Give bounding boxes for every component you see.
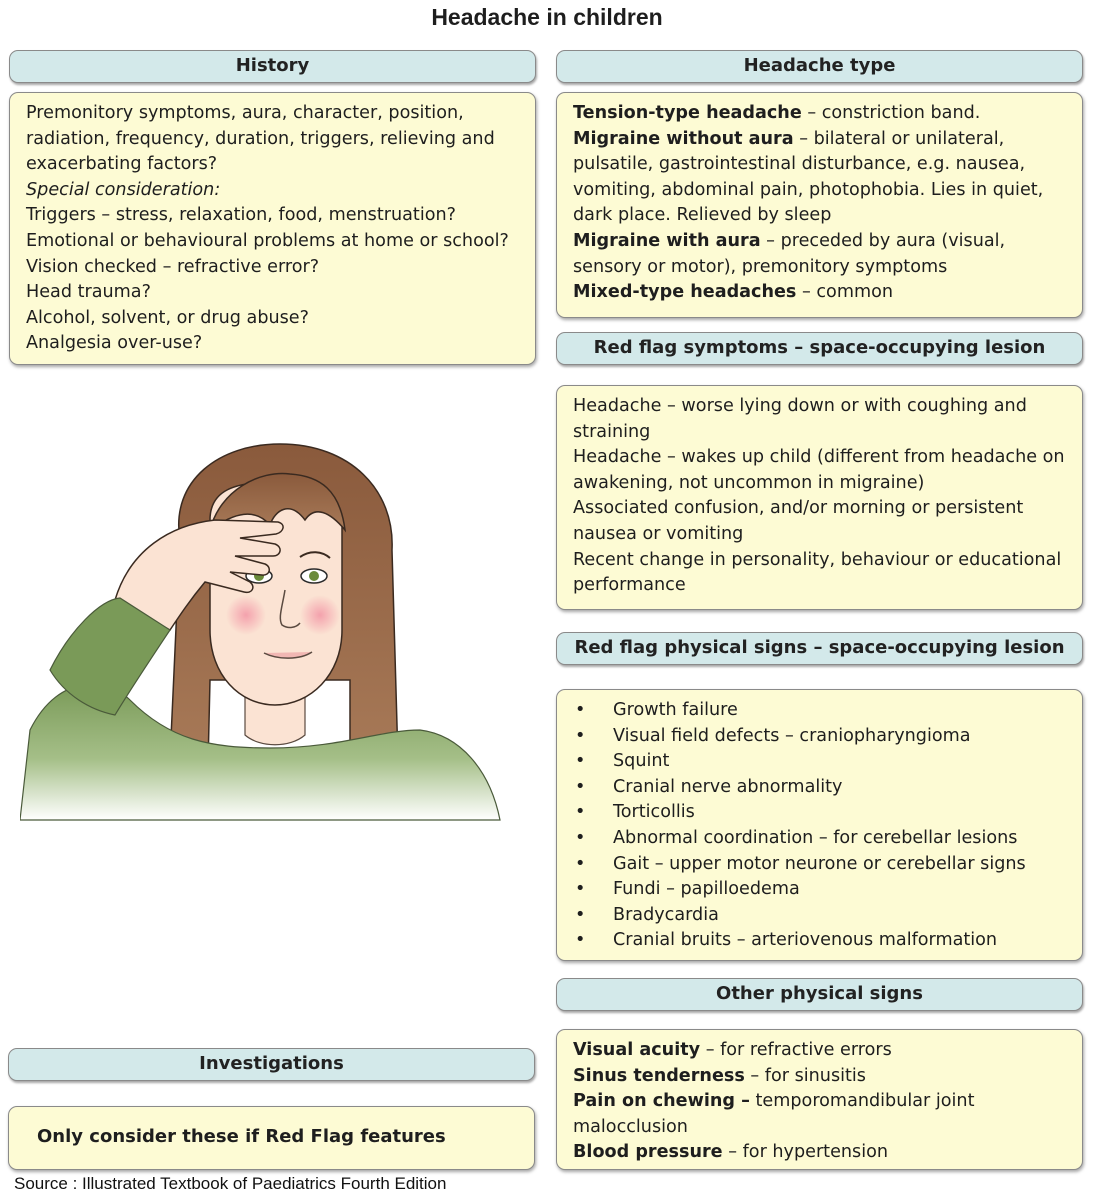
right-cheek	[300, 595, 340, 635]
history-item: Triggers – stress, relaxation, food, menstruation?	[26, 205, 456, 226]
red-flag-sign: • Fundi – papilloedema	[571, 877, 1068, 903]
bullet: •	[575, 802, 586, 823]
red-flag-signs-header: Red flag physical signs – space-occupying lesion	[556, 632, 1083, 665]
red-flag-symptom: Associated confusion, and/or morning or persistent nausea or vomiting	[573, 498, 1024, 544]
history-line: Premonitory symptoms, aura, character, position,	[26, 103, 464, 123]
investigations-text: Only consider these if Red Flag features	[37, 1126, 446, 1147]
source-caption: Source : Illustrated Textbook of Paediatrics Fourth Edition	[14, 1174, 447, 1193]
history-item: Alcohol, solvent, or drug abuse?	[26, 307, 309, 328]
bullet: •	[575, 930, 586, 951]
red-flag-sign: • Abnormal coordination – for cerebellar lesions	[571, 826, 1068, 852]
bullet: •	[575, 776, 586, 797]
red-flag-sign: • Cranial bruits – arteriovenous malformation	[571, 928, 1068, 954]
special-consideration-label: Special consideration:	[26, 179, 221, 200]
history-box	[9, 92, 536, 365]
history-item: Vision checked – refractive error?	[26, 256, 320, 277]
migraine-with-aura-desc: – preceded by aura (visual, sensory or motor), premonitory symptoms	[573, 230, 1006, 277]
headache-type-header: Headache type	[556, 50, 1083, 83]
red-flag-sign: • Visual field defects – craniopharyngioma	[571, 724, 1068, 750]
bullet: •	[575, 751, 586, 772]
page-title: Headache in children	[431, 4, 663, 30]
bullet: •	[575, 700, 586, 720]
headache-type-box	[556, 92, 1083, 318]
investigations-box	[8, 1106, 535, 1170]
right-iris	[309, 571, 319, 581]
history-item: Analgesia over-use?	[26, 333, 203, 354]
red-flag-sign: • Growth failure	[571, 698, 1068, 724]
migraine-without-aura-term: Migraine without aura	[573, 128, 794, 149]
history-line: radiation, frequency, duration, triggers, relieving and	[26, 128, 495, 149]
history-item: Emotional or behavioural problems at home or school?	[26, 230, 509, 251]
bullet: •	[575, 853, 586, 874]
history-header: History	[9, 50, 536, 83]
tension-type-entry	[573, 101, 1068, 127]
red-flag-symptoms-header: Red flag symptoms – space-occupying lesion	[556, 332, 1083, 365]
bullet: •	[575, 879, 586, 900]
history-line: exacerbating factors?	[26, 154, 218, 175]
red-flag-symptom: Recent change in personality, behaviour or educational performance	[573, 549, 1062, 596]
blood-pressure-entry: Blood pressure – for hypertension	[573, 1142, 889, 1163]
mixed-type-entry	[573, 280, 1068, 306]
pain-on-chewing-entry: Pain on chewing – temporomandibular joint malocclusion	[573, 1091, 975, 1137]
migraine-with-aura-entry	[573, 229, 1068, 280]
migraine-without-aura-entry	[573, 127, 1068, 229]
other-signs-box	[556, 1029, 1083, 1170]
migraine-with-aura-term: Migraine with aura	[573, 230, 761, 251]
history-item: Head trauma?	[26, 282, 151, 303]
left-cheek	[226, 595, 266, 635]
tension-type-desc: – constriction band.	[801, 103, 981, 123]
sinus-tenderness-entry: Sinus tenderness – for sinusitis	[573, 1065, 866, 1086]
investigations-header: Investigations	[8, 1048, 535, 1081]
red-flag-signs-box	[556, 689, 1083, 961]
child-headache-illustration	[20, 430, 520, 830]
red-flag-symptoms-box	[556, 385, 1083, 610]
red-flag-sign: • Cranial nerve abnormality	[571, 775, 1068, 801]
red-flag-symptom: Headache – worse lying down or with coughing and straining	[573, 396, 1027, 442]
migraine-without-aura-desc: – bilateral or unilateral, pulsatile, gastrointestinal disturbance, e.g. nausea, vomiting, abdominal pain, photophobia. Lies in quiet, dark place. Relieved by sleep	[573, 128, 1044, 226]
bullet: •	[575, 904, 586, 925]
tension-type-term: Tension-type headache	[573, 103, 802, 123]
red-flag-symptom: Headache – wakes up child (different from headache on awakening, not uncommon in migraine)	[573, 447, 1065, 493]
other-signs-header: Other physical signs	[556, 978, 1083, 1011]
mixed-type-term: Mixed-type headaches	[573, 282, 797, 303]
red-flag-sign: • Squint	[571, 749, 1068, 775]
red-flag-sign: • Torticollis	[571, 800, 1068, 826]
mixed-type-desc: – common	[796, 282, 894, 303]
bullet: •	[575, 827, 586, 848]
red-flag-sign: • Bradycardia	[571, 903, 1068, 929]
bullet: •	[575, 725, 586, 746]
visual-acuity-entry: Visual acuity – for refractive errors	[573, 1040, 892, 1060]
red-flag-sign: • Gait – upper motor neurone or cerebellar signs	[571, 852, 1068, 878]
